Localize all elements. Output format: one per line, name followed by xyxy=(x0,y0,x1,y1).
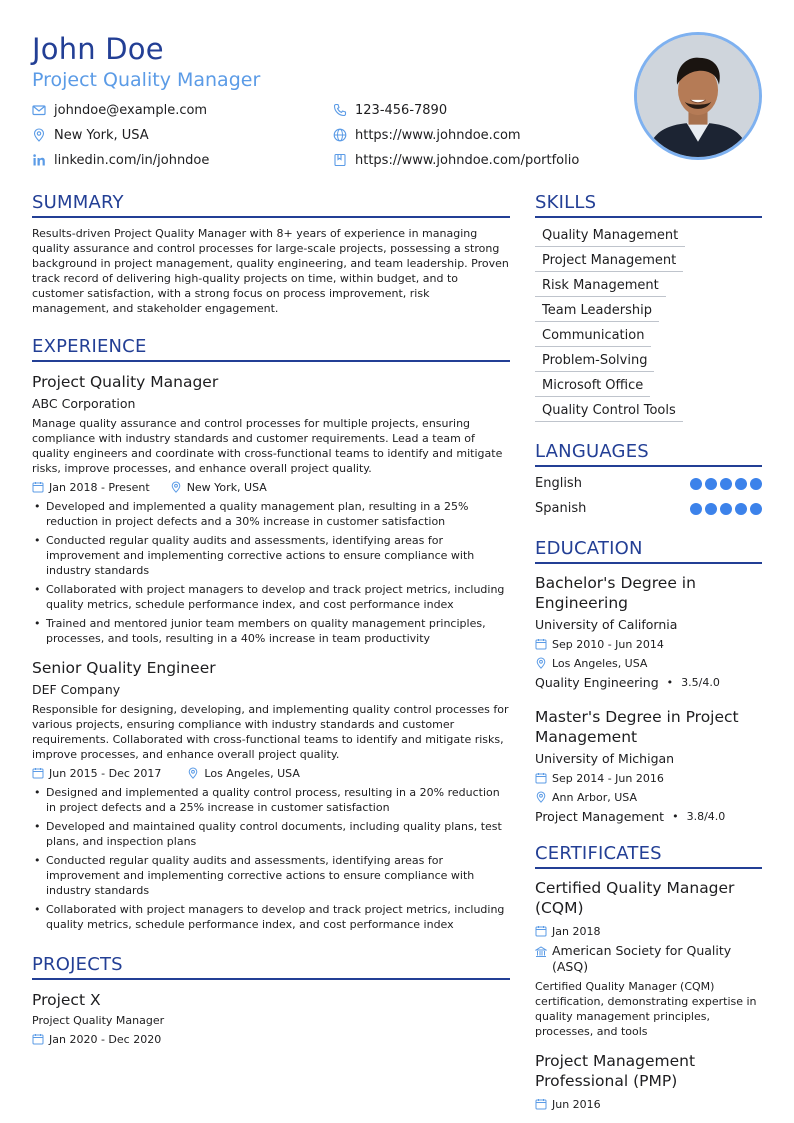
project-item xyxy=(32,990,510,1047)
portfolio-icon xyxy=(333,153,347,167)
level-dot xyxy=(720,503,732,515)
education-dates-text: Sep 2010 - Jun 2014 xyxy=(552,637,664,651)
skill-tag: Microsoft Office xyxy=(535,376,650,397)
skill-tag: Quality Control Tools xyxy=(535,401,683,422)
job-meta xyxy=(32,479,510,495)
skills-list xyxy=(535,224,762,424)
certificate-item xyxy=(535,1051,762,1112)
job-description: Manage quality assurance and control processes for multiple projects, ensuring compliance with industry standards and customer requirements. Lead a team of quality engineers and coordinate with cross-functional teams to identify and mitigate risks, improve processes, and enhance overall project quality. xyxy=(32,417,503,475)
certificate-item xyxy=(535,878,762,1039)
company-name: ABC Corporation xyxy=(32,396,136,411)
profile-photo xyxy=(634,32,762,160)
certificate-description: Certified Quality Manager (CQM) certification, demonstrating expertise in quality management principles, processes, and tools xyxy=(535,980,757,1038)
website-text: https://www.johndoe.com xyxy=(355,127,521,143)
degree-title: Bachelor's Degree in Engineering xyxy=(535,574,696,612)
job-location-text: New York, USA xyxy=(186,480,267,494)
level-dot xyxy=(750,503,762,515)
bullet-item: • Conducted regular quality audits and assessments, identifying areas for improvement and implementing corrective actions to ensure compliance with industry standards xyxy=(32,533,510,578)
education-location-text: Los Angeles, USA xyxy=(552,656,648,670)
skill-tag: Communication xyxy=(535,326,651,347)
phone-icon xyxy=(333,103,347,117)
certificate-date xyxy=(535,1096,762,1112)
level-dot xyxy=(690,478,702,490)
separator-dot: • xyxy=(666,676,674,689)
language-item xyxy=(535,471,762,496)
project-meta xyxy=(32,1031,510,1047)
job-dates: Jun 2015 - Dec 2017 xyxy=(49,766,162,780)
side-column xyxy=(535,192,762,1112)
education-dates-text: Sep 2014 - Jun 2016 xyxy=(552,771,664,785)
skill-tag: Quality Management xyxy=(535,226,685,247)
job-meta xyxy=(32,765,510,781)
calendar-icon xyxy=(32,481,44,493)
contact-portfolio[interactable] xyxy=(333,150,579,170)
skills-heading: SKILLS xyxy=(535,192,762,218)
main-column xyxy=(32,192,510,1047)
job-title: Project Quality Manager xyxy=(32,373,219,391)
education-dates xyxy=(535,636,762,652)
experience-heading: EXPERIENCE xyxy=(32,336,510,362)
experience-item xyxy=(32,372,510,646)
calendar-icon xyxy=(535,772,547,784)
calendar-icon xyxy=(535,1098,547,1110)
contact-list xyxy=(32,100,632,180)
language-level xyxy=(690,478,762,490)
calendar-icon xyxy=(535,925,547,937)
project-role: Project Quality Manager xyxy=(32,1014,165,1027)
job-bullets xyxy=(32,499,510,646)
calendar-icon xyxy=(32,767,44,779)
certificates-heading: CERTIFICATES xyxy=(535,843,762,869)
education-field xyxy=(535,808,762,825)
bullet-item: • Trained and mentored junior team members on quality management principles, processes, and tools, resulting in a 40% increase in team productivity xyxy=(32,616,510,646)
location-pin-icon xyxy=(170,481,182,493)
certificate-date-text: Jun 2016 xyxy=(552,1097,601,1111)
job-location-text: Los Angeles, USA xyxy=(204,766,300,780)
company-name: DEF Company xyxy=(32,682,121,697)
level-dot xyxy=(735,478,747,490)
education-item xyxy=(535,573,762,691)
skill-tag: Risk Management xyxy=(535,276,666,297)
level-dot xyxy=(735,503,747,515)
language-name: English xyxy=(535,476,582,491)
job-location xyxy=(187,767,299,780)
resume-header xyxy=(32,30,632,180)
education-dates xyxy=(535,770,762,786)
contact-location xyxy=(32,125,149,145)
location-pin-icon xyxy=(535,791,547,803)
email-icon xyxy=(32,103,46,117)
candidate-name: John Doe xyxy=(32,32,164,66)
gpa: 3.8/4.0 xyxy=(686,810,726,823)
project-name: Project X xyxy=(32,991,101,1009)
skill-tag: Problem-Solving xyxy=(535,351,654,372)
job-description: Responsible for designing, developing, and implementing quality control processes for various projects, ensuring compliance with industry standards and customer requirements. Collaborated with cross-functional teams to identify and mitigate risks, improve processes, and enhance overall project quality. xyxy=(32,703,509,761)
job-bullets xyxy=(32,785,510,932)
school-name: University of California xyxy=(535,617,678,632)
language-item xyxy=(535,496,762,521)
globe-icon xyxy=(333,128,347,142)
calendar-icon xyxy=(32,1033,44,1045)
certificate-date xyxy=(535,923,762,939)
contact-linkedin[interactable] xyxy=(32,150,209,170)
location-pin-icon xyxy=(32,128,46,142)
bullet-item: • Developed and maintained quality control documents, including quality plans, test plans, and inspection plans xyxy=(32,819,510,849)
field-of-study: Quality Engineering xyxy=(535,675,659,690)
skill-tag: Project Management xyxy=(535,251,683,272)
level-dot xyxy=(705,478,717,490)
school-name: University of Michigan xyxy=(535,751,675,766)
level-dot xyxy=(720,478,732,490)
job-location xyxy=(170,481,267,494)
level-dot xyxy=(690,503,702,515)
certificate-name: Project Management Professional (PMP) xyxy=(535,1052,696,1090)
phone-text: 123-456-7890 xyxy=(355,102,448,118)
portfolio-text: https://www.johndoe.com/portfolio xyxy=(355,152,580,168)
bullet-item: • Collaborated with project managers to develop and track project metrics, including quality metrics, schedule performance index, and cost performance index xyxy=(32,582,510,612)
bullet-item: • Designed and implemented a quality control process, resulting in a 20% reduction in project defects and a 25% increase in customer satisfaction xyxy=(32,785,510,815)
language-name: Spanish xyxy=(535,501,587,516)
certificate-name: Certified Quality Manager (CQM) xyxy=(535,879,735,917)
calendar-icon xyxy=(535,638,547,650)
bullet-item: • Collaborated with project managers to develop and track project metrics, including quality metrics, schedule performance index, and cost performance index xyxy=(32,902,510,932)
email-text: johndoe@example.com xyxy=(54,102,208,118)
projects-heading: PROJECTS xyxy=(32,954,510,980)
candidate-role: Project Quality Manager xyxy=(32,69,261,91)
education-field xyxy=(535,674,762,691)
location-pin-icon xyxy=(535,657,547,669)
level-dot xyxy=(750,478,762,490)
institution-icon xyxy=(535,946,547,958)
job-dates: Jan 2018 - Present xyxy=(49,480,150,494)
field-of-study: Project Management xyxy=(535,809,665,824)
summary-heading: SUMMARY xyxy=(32,192,510,218)
contact-email[interactable] xyxy=(32,100,207,120)
languages-list xyxy=(535,471,762,521)
experience-item xyxy=(32,658,510,932)
contact-website[interactable] xyxy=(333,125,521,145)
certificate-issuer xyxy=(535,943,762,975)
avatar-portrait xyxy=(637,35,759,157)
degree-title: Master's Degree in Project Management xyxy=(535,708,739,746)
linkedin-text: linkedin.com/in/johndoe xyxy=(54,152,210,168)
level-dot xyxy=(705,503,717,515)
skill-tag: Team Leadership xyxy=(535,301,659,322)
education-location-text: Ann Arbor, USA xyxy=(552,790,638,804)
project-dates: Jan 2020 - Dec 2020 xyxy=(49,1032,162,1046)
language-level xyxy=(690,503,762,515)
education-location xyxy=(535,655,762,671)
location-text: New York, USA xyxy=(54,127,149,143)
certificate-date-text: Jan 2018 xyxy=(552,924,601,938)
languages-heading: LANGUAGES xyxy=(535,441,762,467)
bullet-item: • Conducted regular quality audits and assessments, identifying areas for improvement and implementing corrective actions to ensure compliance with industry standards xyxy=(32,853,510,898)
education-item xyxy=(535,707,762,825)
education-heading: EDUCATION xyxy=(535,538,762,564)
contact-phone[interactable] xyxy=(333,100,447,120)
gpa: 3.5/4.0 xyxy=(681,676,720,689)
location-pin-icon xyxy=(187,767,199,779)
bullet-item: • Developed and implemented a quality management plan, resulting in a 25% reduction in project defects and a 30% increase in customer satisfaction xyxy=(32,499,510,529)
linkedin-icon xyxy=(32,153,46,167)
summary-text: Results-driven Project Quality Manager with 8+ years of experience in managing quality assurance and control processes for large-scale projects, possessing a strong background in project management, quality engineering, and team leadership. Proven track record of delivering high-quality projects on time, within budget, and to customer satisfaction, with a strong focus on process improvement, risk management, and stakeholder engagement. xyxy=(32,227,509,315)
job-title: Senior Quality Engineer xyxy=(32,659,216,677)
separator-dot: • xyxy=(672,810,679,823)
education-location xyxy=(535,789,762,805)
certificate-issuer-text: American Society for Quality (ASQ) xyxy=(552,943,732,974)
